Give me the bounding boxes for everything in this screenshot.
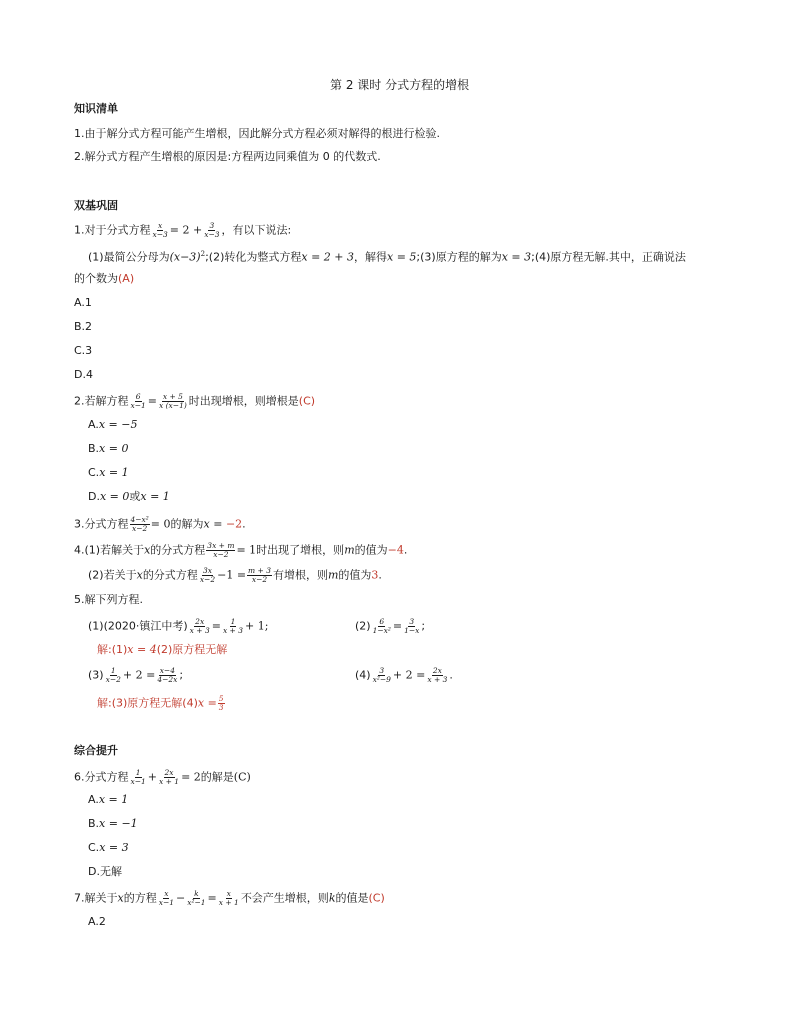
knowledge-line-1: 1.由于解分式方程可能产生增根，因此解分式方程必须对解得的根进行检验.	[74, 127, 440, 140]
q6-option-b: B.x = −1	[88, 817, 138, 830]
q5-problem-3: (3) $\frac{1}{x-2}$ + 2 = $\frac{x-4}{4-2x}$ ;	[88, 666, 184, 684]
q5-answer-1: 解:(1)x = 4(2)原方程无解	[97, 643, 228, 656]
question-4-part-1: 4.(1)若解关于x的分式方程 $\frac{3x + m}{x-2}$ = 1时出现了增根，则m的值为−4.	[74, 541, 408, 559]
q5-p1-fraction-2: $\frac{1}{x + 3}$	[222, 617, 243, 635]
q7-fraction-1: $\frac{x}{x-1}$	[158, 889, 175, 907]
q1-answer: (A)	[118, 272, 135, 285]
q5-p4-fraction-1: $\frac{3}{\text{x²−9}}$	[372, 666, 391, 684]
q7-fraction-3: $\frac{x}{x + 1}$	[218, 889, 239, 907]
q1-prefix: 1.对于分式方程	[74, 223, 151, 237]
q5-problem-2: (2) $\frac{6}{\text{1−x²}}$ = $\frac{3}{1-x}$ ;	[355, 617, 426, 635]
q2-option-d: D.x = 0或x = 1	[88, 490, 170, 503]
question-4-part-2: (2)若关于x的分式方程 $\frac{3x}{x-2}$ −1 = $\frac{m + 3}{x-2}$ 有增根，则m的值为3.	[88, 566, 382, 584]
question-2-stem: 2.若解方程 $\frac{6}{x-1}$ = $\frac{x + 5}{x (x-1)}$ 时出现增根，则增根是(C)	[74, 392, 316, 410]
question-1-count: 的个数为(A)	[74, 272, 135, 285]
q6-option-d: D.无解	[88, 865, 122, 878]
q4-fraction-3: $\frac{m + 3}{x-2}$	[248, 566, 271, 584]
q6-fraction-2: $\frac{2x}{x + 1}$	[159, 768, 180, 786]
question-3: 3.分式方程 $\frac{\text{4−x²}}{x-2}$ = 0的解为x = −2.	[74, 515, 246, 533]
q7-fraction-2: $\frac{k}{\text{x²−1}}$	[187, 889, 206, 907]
question-1-statements: (1)最简公分母为$(x-3)^2;(2)$转化为整式方程x = 2 + 3，解得x = 5;(3)原方程的解为x = 3;(4)原方程无解.其中，正确说法	[88, 250, 686, 264]
section-heading-knowledge: 知识清单	[74, 102, 118, 115]
q4-answer-1: −4	[387, 543, 404, 557]
question-6-stem: 6.分式方程 $\frac{1}{x-1}$ + $\frac{2x}{x + 1}$ = 2的解是(C)	[74, 768, 251, 786]
q2-option-c: C.x = 1	[88, 466, 129, 479]
q6-option-a: A.x = 1	[88, 793, 129, 806]
q5-problem-4: (4) $\frac{3}{\text{x²−9}}$ + 2 = $\frac{2x}{x + 3}$ .	[355, 666, 453, 684]
q3-answer: −2	[225, 517, 243, 531]
q3-fraction: $\frac{\text{4−x²}}{x-2}$	[130, 515, 149, 533]
question-7-stem: 7.解关于x的方程 $\frac{x}{x-1}$ − $\frac{k}{\text{x²−1}}$ = $\frac{x}{x + 1}$ 不会产生增根，则k的值是(C)	[74, 889, 385, 907]
q1-fraction-2: $\frac{3}{x-3}$	[204, 221, 220, 239]
q6-fraction-1: $\frac{1}{x-1}$	[130, 768, 146, 786]
q4-fraction-2: $\frac{3x}{x-2}$	[199, 566, 216, 584]
q5-problem-1: (1)(2020·镇江中考) $\frac{2x}{x + 3}$ = $\frac{1}{x + 3}$ + 1;	[88, 617, 269, 635]
q1-option-d: D.4	[74, 368, 93, 381]
q5-answer-2: 解:(3)原方程无解(4)x = $\frac{5}{3}$	[97, 694, 224, 712]
q1-post: ，有以下说法:	[221, 223, 292, 237]
q1-option-b: B.2	[74, 320, 93, 333]
question-5-heading: 5.解下列方程.	[74, 593, 143, 606]
q2-option-a: A.x = −5	[88, 418, 138, 431]
page-title: 第 2 课时 分式方程的增根	[330, 78, 470, 92]
section-heading-advance: 综合提升	[74, 744, 118, 757]
q5-answer-fraction: $\frac{5}{3}$	[218, 694, 224, 712]
q2-answer: (C)	[298, 394, 316, 408]
q2-fraction-2: $\frac{x + 5}{x (x-1)}$	[159, 392, 187, 410]
knowledge-line-2: 2.解分式方程产生增根的原因是:方程两边同乘值为 0 的代数式.	[74, 150, 381, 163]
question-1-stem	[74, 222, 291, 239]
q4-answer-2: 3	[371, 568, 379, 582]
q5-p1-fraction-1: $\frac{2x}{x + 3}$	[189, 617, 210, 635]
q5-p4-fraction-2: $\frac{2x}{x + 3}$	[427, 666, 448, 684]
q1-mid: = 2 +	[169, 223, 203, 237]
q6-option-c: C.x = 3	[88, 841, 129, 854]
q5-p2-fraction-1: $\frac{6}{\text{1−x²}}$	[372, 617, 391, 635]
q7-option-a: A.2	[88, 915, 106, 928]
section-heading-basics: 双基巩固	[74, 199, 118, 212]
q1-option-c: C.3	[74, 344, 93, 357]
q5-p2-fraction-2: $\frac{3}{1-x}$	[404, 617, 420, 635]
q7-answer: (C)	[368, 891, 385, 905]
q1-option-a: A.1	[74, 296, 92, 309]
q2-option-b: B.x = 0	[88, 442, 129, 455]
q5-p3-fraction-1: $\frac{1}{x-2}$	[105, 666, 121, 684]
q2-fraction-1: $\frac{6}{x-1}$	[130, 392, 146, 410]
q4-fraction-1: $\frac{3x + m}{x-2}$	[207, 541, 235, 559]
q5-p3-fraction-2: $\frac{x-4}{4-2x}$	[157, 666, 178, 684]
q1-fraction-1: $\frac{x}{x-3}$	[152, 221, 168, 239]
